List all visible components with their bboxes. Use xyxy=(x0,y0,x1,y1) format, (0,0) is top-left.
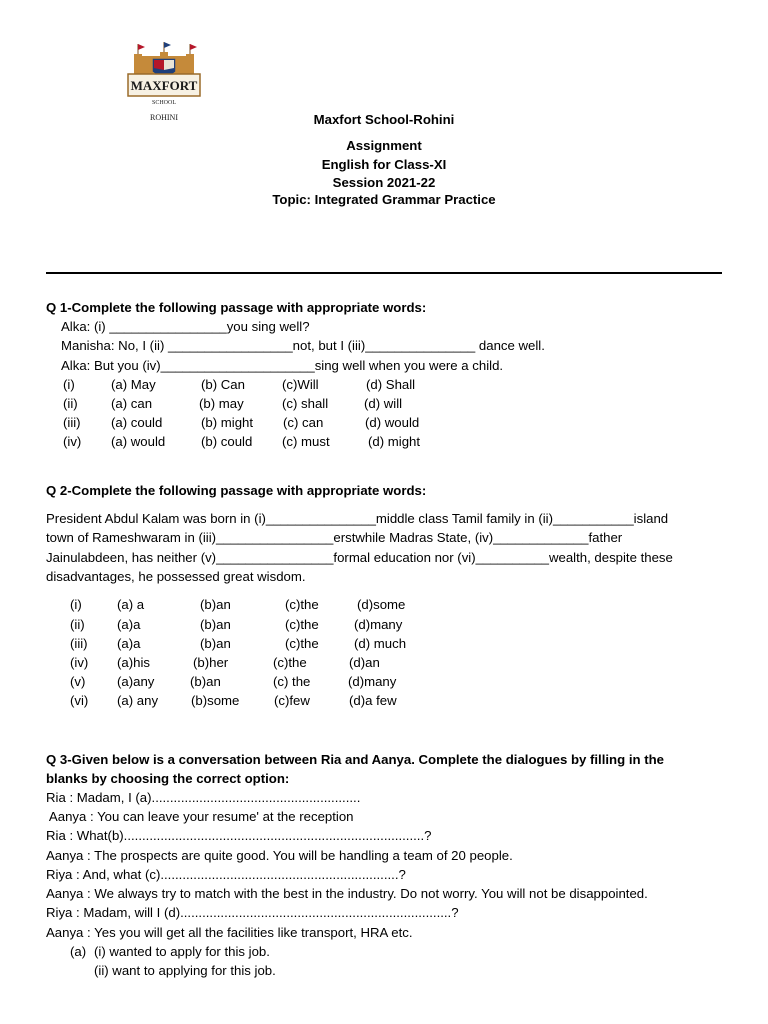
q3-title: Q 3-Given below is a conversation between Ria and Aanya. Complete the dialogues by filling in the xyxy=(46,752,664,767)
q3-dialogue-line: Aanya : You can leave your resume' at the reception xyxy=(46,809,354,824)
q1-option-c: (c)Will xyxy=(282,377,319,392)
q1-option-c: (c) shall xyxy=(282,396,329,411)
q2-option-c: (c)the xyxy=(285,636,319,651)
q2-option-number: (vi) xyxy=(70,693,89,708)
q2-option-c: (c) the xyxy=(273,674,311,689)
q2-title: Q 2-Complete the following passage with appropriate words: xyxy=(46,483,427,498)
q1-option-d: (d) will xyxy=(364,396,403,411)
q2-option-c: (c)the xyxy=(273,655,307,670)
q2-passage-line: town of Rameshwaram in (iii)________________erstwhile Madras State, (iv)_____________father xyxy=(46,530,623,545)
subject-line: English for Class-XI xyxy=(321,157,447,172)
q1-title: Q 1-Complete the following passage with appropriate words: xyxy=(46,300,427,315)
q3-dialogue-line: Aanya : We always try to match with the best in the industry. Do not worry. You will not be disappointed. xyxy=(46,886,648,901)
q2-option-d: (d)a few xyxy=(349,693,397,708)
q2-option-d: (d)many xyxy=(354,617,403,632)
q1-option-number: (ii) xyxy=(63,396,78,411)
q1-line: Alka: But you (iv)_____________________sing well when you were a child. xyxy=(61,358,504,373)
q2-option-b: (b)an xyxy=(200,617,231,632)
q2-option-c: (c)the xyxy=(285,617,319,632)
q1-option-d: (d) might xyxy=(368,434,421,449)
q3-answer-option: (i) wanted to apply for this job. xyxy=(94,944,270,959)
q1-option-d: (d) would xyxy=(365,415,420,430)
q3-dialogue-line: Aanya : The prospects are quite good. You will be handling a team of 20 people. xyxy=(46,848,513,863)
logo-sub-text: SCHOOL xyxy=(151,100,177,106)
q1-option-c: (c) must xyxy=(282,434,330,449)
q3-dialogue-line: Riya : And, what (c).................................................................? xyxy=(46,867,406,882)
header-divider xyxy=(46,272,722,274)
q2-option-number: (i) xyxy=(70,597,82,612)
q2-option-a: (a) a xyxy=(117,597,145,612)
q1-option-a: (a) could xyxy=(111,415,163,430)
q2-option-d: (d)some xyxy=(357,597,406,612)
q3-answer-option: (ii) want to applying for this job. xyxy=(94,963,276,978)
q2-option-a: (a)any xyxy=(117,674,155,689)
q1-option-b: (b) may xyxy=(199,396,244,411)
q2-option-c: (c)few xyxy=(274,693,310,708)
q1-option-b: (b) Can xyxy=(201,377,245,392)
q3-answer-label: (a) xyxy=(70,944,87,959)
q1-option-number: (iv) xyxy=(63,434,82,449)
q2-option-b: (b)some xyxy=(191,693,240,708)
q2-option-a: (a) any xyxy=(117,693,159,708)
q2-option-d: (d) much xyxy=(354,636,407,651)
q2-option-b: (b)an xyxy=(190,674,221,689)
q2-option-number: (iv) xyxy=(70,655,89,670)
session-line: Session 2021-22 xyxy=(332,175,436,190)
logo-place-text: ROHINI xyxy=(150,113,178,122)
q1-option-b: (b) might xyxy=(201,415,254,430)
q2-option-number: (ii) xyxy=(70,617,85,632)
q1-option-c: (c) can xyxy=(283,415,324,430)
q2-option-b: (b)her xyxy=(193,655,229,670)
q1-option-number: (i) xyxy=(63,377,75,392)
q2-option-b: (b)an xyxy=(200,636,231,651)
q2-option-number: (v) xyxy=(70,674,86,689)
q1-option-a: (a) can xyxy=(111,396,153,411)
q2-passage-line: Jainulabdeen, has neither (v)________________formal education nor (vi)__________wealth, despite these xyxy=(46,550,673,565)
q3-dialogue-line: Riya : Madam, will I (d)..........................................................................? xyxy=(46,905,459,920)
q1-line: Alka: (i) ________________you sing well? xyxy=(61,319,310,334)
q2-option-a: (a)a xyxy=(117,617,141,632)
q2-option-c: (c)the xyxy=(285,597,319,612)
q2-option-a: (a)his xyxy=(117,655,150,670)
q2-option-d: (d)many xyxy=(348,674,397,689)
q2-option-number: (iii) xyxy=(70,636,88,651)
q2-passage-line: disadvantages, he possessed great wisdom. xyxy=(46,569,306,584)
topic-line: Topic: Integrated Grammar Practice xyxy=(272,192,496,207)
q2-option-d: (d)an xyxy=(349,655,380,670)
q2-option-b: (b)an xyxy=(200,597,231,612)
q1-line: Manisha: No, I (ii) _________________not, but I (iii)_______________ dance well. xyxy=(61,338,545,353)
q2-option-a: (a)a xyxy=(117,636,141,651)
q1-option-b: (b) could xyxy=(201,434,253,449)
q1-option-a: (a) would xyxy=(111,434,166,449)
q3-title-continued: blanks by choosing the correct option: xyxy=(46,771,290,786)
q1-option-number: (iii) xyxy=(63,415,81,430)
q2-passage-line: President Abdul Kalam was born in (i)_______________middle class Tamil family in (ii)___________island xyxy=(46,511,669,526)
document-type: Assignment xyxy=(346,138,422,153)
q1-option-d: (d) Shall xyxy=(366,377,416,392)
q3-dialogue-line: Ria : Madam, I (a)......................................................... xyxy=(46,790,361,805)
q3-dialogue-line: Ria : What(b)..................................................................................? xyxy=(46,828,432,843)
q3-dialogue-line: Aanya : Yes you will get all the facilities like transport, HRA etc. xyxy=(46,925,413,940)
q1-option-a: (a) May xyxy=(111,377,156,392)
logo-brand-text: MAXFORT xyxy=(130,78,198,93)
school-name: Maxfort School-Rohini xyxy=(313,112,455,127)
